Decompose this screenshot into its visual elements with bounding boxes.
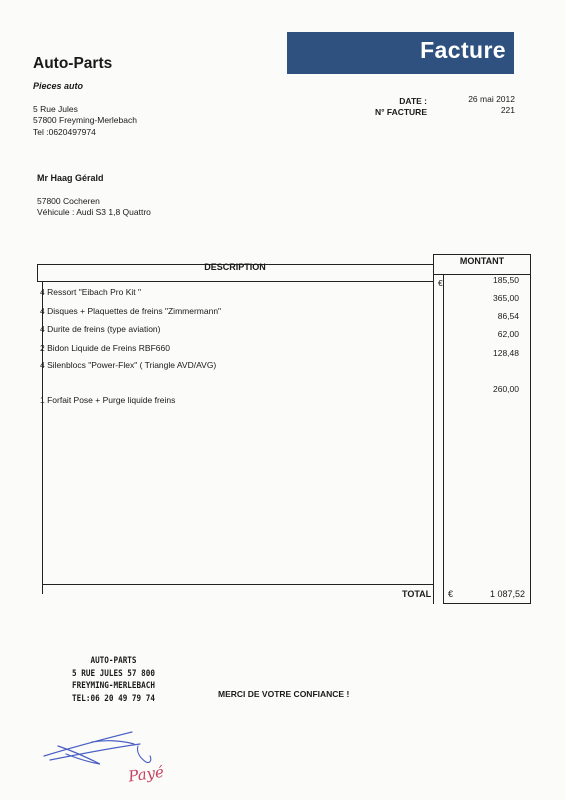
stamp-line: TEL:06 20 49 79 74 [72, 693, 155, 704]
table-right-border [530, 254, 531, 604]
client-name: Mr Haag Gérald [37, 173, 104, 183]
invoice-number-value: 221 [500, 105, 515, 115]
address-line: 5 Rue Jules [33, 104, 78, 114]
company-stamp [64, 655, 163, 705]
line-item: 4 Disques + Plaquettes de freins "Zimmermann" [40, 306, 222, 316]
thank-you-message: MERCI DE VOTRE CONFIANCE ! [218, 689, 350, 699]
date-label: DATE : [399, 96, 427, 106]
currency-symbol: € [438, 278, 443, 288]
total-bottom-border [443, 603, 531, 604]
invoice-table [37, 254, 531, 604]
date-value: 26 mai 2012 [468, 94, 515, 104]
line-amount: 365,00 [493, 293, 519, 303]
client-vehicle: Véhicule : Audi S3 1,8 Quattro [37, 207, 151, 217]
client-details [37, 196, 151, 218]
header-separator [37, 281, 433, 282]
total-currency: € [448, 589, 454, 599]
address-line: 57800 Freyming-Merlebach [33, 115, 137, 126]
company-tagline: Pieces auto [33, 81, 84, 91]
invoice-meta-values [435, 94, 515, 116]
amount-inner-border [443, 274, 444, 604]
amount-header: MONTANT [459, 256, 505, 266]
line-item: 4 Silenblocs "Power-Flex" ( Triangle AVD/AVG) [40, 360, 217, 370]
table-body-bottom [42, 584, 433, 585]
line-item: 1 Forfait Pose + Purge liquide freins [40, 395, 176, 405]
line-item: 4 Ressort "Eibach Pro Kit " [40, 287, 141, 297]
total-label: TOTAL [402, 589, 432, 599]
line-amount: 185,50 [493, 275, 519, 285]
line-amount: 128,48 [493, 348, 519, 358]
total-value: 1 087,52 [489, 589, 525, 599]
line-amount: 260,00 [493, 384, 519, 394]
stamp-line: 5 RUE JULES 57 800 [72, 668, 155, 679]
company-name: Auto-Parts [33, 55, 113, 72]
stamp-line: AUTO-PARTS [90, 656, 137, 666]
line-item: 2 Bidon Liquide de Freins RBF660 [40, 343, 170, 353]
client-address: 57800 Cocheren [37, 196, 100, 206]
column-divider [433, 254, 434, 604]
description-header: DESCRIPTION [204, 262, 266, 272]
phone-line: Tel :0620497974 [33, 126, 96, 137]
handwritten-signature [40, 718, 210, 788]
line-amount: 86,54 [497, 311, 519, 321]
invoice-title: Facture [420, 37, 506, 63]
line-item: 4 Durite de freins (type aviation) [40, 324, 161, 334]
invoice-number-label: N° FACTURE [374, 107, 427, 117]
paid-mark: Payé [127, 762, 166, 786]
amount-top-border [433, 254, 531, 255]
invoice-title-banner [287, 32, 514, 74]
stamp-line: FREYMING-MERLEBACH [72, 681, 155, 691]
invoice-meta-labels [330, 96, 427, 118]
company-address [33, 104, 137, 138]
line-amount: 62,00 [497, 329, 519, 339]
